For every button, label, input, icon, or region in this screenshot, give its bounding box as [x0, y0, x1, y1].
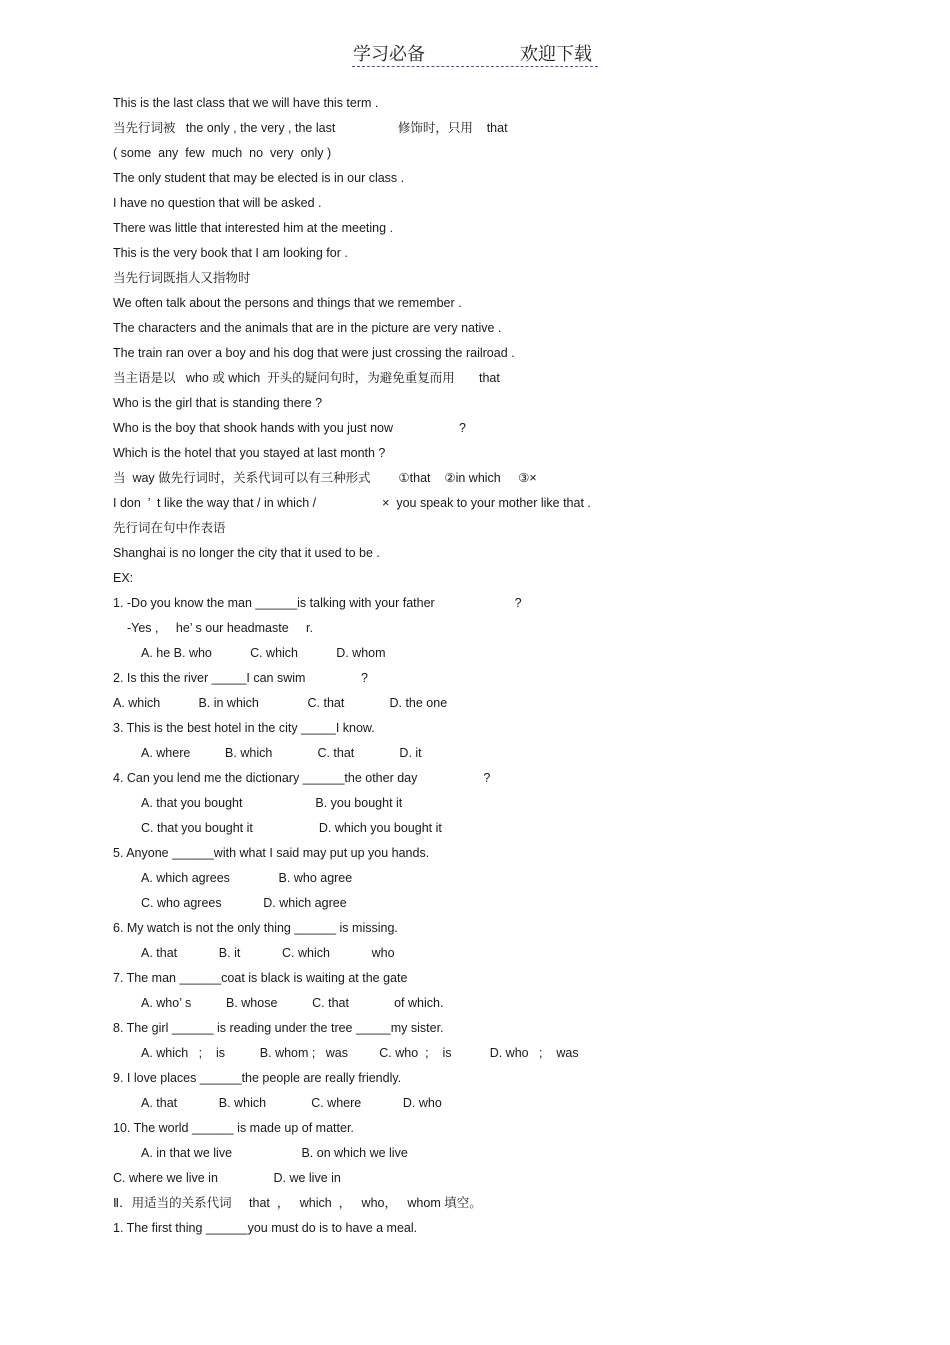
text-line: There was little that interested him at the meeting . — [113, 221, 393, 235]
text-line: A. that B. which C. where D. who — [141, 1096, 442, 1110]
text-line: C. where we live in D. we live in — [113, 1171, 341, 1185]
text-line: -Yes , he’ s our headmaste r. — [127, 621, 313, 635]
text-line: 当 way 做先行词时，关系代词可以有三种形式 ①that ②in which ③× — [113, 471, 537, 485]
text-line: Which is the hotel that you stayed at last month ? — [113, 446, 386, 460]
text-line: 9. I love places ______the people are really friendly. — [113, 1071, 402, 1085]
text-line: Ⅱ．用适当的关系代词 that ， which ， who， whom 填空。 — [113, 1196, 482, 1210]
text-line: A. which ; is B. whom ; was C. who ; is D. who ; was — [141, 1046, 579, 1060]
text-line: ( some any few much no very only ) — [113, 146, 332, 160]
text-line: C. that you bought it D. which you bought it — [141, 821, 442, 835]
text-line: 4. Can you lend me the dictionary ______the other day ? — [113, 771, 491, 785]
text-line: EX: — [113, 571, 134, 585]
text-line: A. which B. in which C. that D. the one — [113, 696, 448, 710]
text-line: A. in that we live B. on which we live — [141, 1146, 408, 1160]
header-right-text: 欢迎下载 — [520, 44, 592, 65]
text-line: A. which agrees B. who agree — [141, 871, 353, 885]
text-line: C. who agrees D. which agree — [141, 896, 347, 910]
text-line: I don ’ t like the way that / in which / × you speak to your mother like that . — [113, 496, 591, 510]
text-line: 2. Is this the river _____I can swim ? — [113, 671, 368, 685]
text-line: The characters and the animals that are in the picture are very native . — [113, 321, 502, 335]
header-left-text: 学习必备 — [353, 44, 425, 65]
text-line: 3. This is the best hotel in the city _____I know. — [113, 721, 375, 735]
text-line: 6. My watch is not the only thing ______ is missing. — [113, 921, 398, 935]
text-line: 当先行词被 the only , the very , the last 修饰时，只用 that — [113, 121, 508, 135]
text-line: A. that you bought B. you bought it — [141, 796, 403, 810]
text-line: This is the very book that I am looking for . — [113, 246, 348, 260]
page-header — [352, 40, 598, 67]
text-line: A. he B. who C. which D. whom — [141, 646, 386, 660]
text-line: 1. -Do you know the man ______is talking with your father ? — [113, 596, 522, 610]
text-line: 先行词在句中作表语 — [113, 521, 226, 535]
text-line: 当先行词既指人又指物时 — [113, 271, 251, 285]
text-line: A. who’ s B. whose C. that of which. — [141, 996, 444, 1010]
text-line: 1. The first thing ______you must do is to have a meal. — [113, 1221, 418, 1235]
document-body — [113, 94, 873, 1244]
text-line: A. that B. it C. which who — [141, 946, 395, 960]
text-line: 当主语是以 who 或 which 开头的疑问句时，为避免重复而用 that — [113, 371, 500, 385]
text-line: We often talk about the persons and things that we remember . — [113, 296, 462, 310]
text-line: Shanghai is no longer the city that it used to be . — [113, 546, 380, 560]
text-line: 10. The world ______ is made up of matter. — [113, 1121, 354, 1135]
text-line: 5. Anyone ______with what I said may put up you hands. — [113, 846, 430, 860]
text-line: Who is the girl that is standing there ? — [113, 396, 323, 410]
text-line: 7. The man ______coat is black is waiting at the gate — [113, 971, 408, 985]
text-line: The train ran over a boy and his dog that were just crossing the railroad . — [113, 346, 515, 360]
text-line: The only student that may be elected is in our class . — [113, 171, 405, 185]
text-line: Who is the boy that shook hands with you just now ? — [113, 421, 466, 435]
text-line: I have no question that will be asked . — [113, 196, 322, 210]
text-line: A. where B. which C. that D. it — [141, 746, 422, 760]
text-line: This is the last class that we will have this term . — [113, 96, 379, 110]
text-line: 8. The girl ______ is reading under the tree _____my sister. — [113, 1021, 444, 1035]
